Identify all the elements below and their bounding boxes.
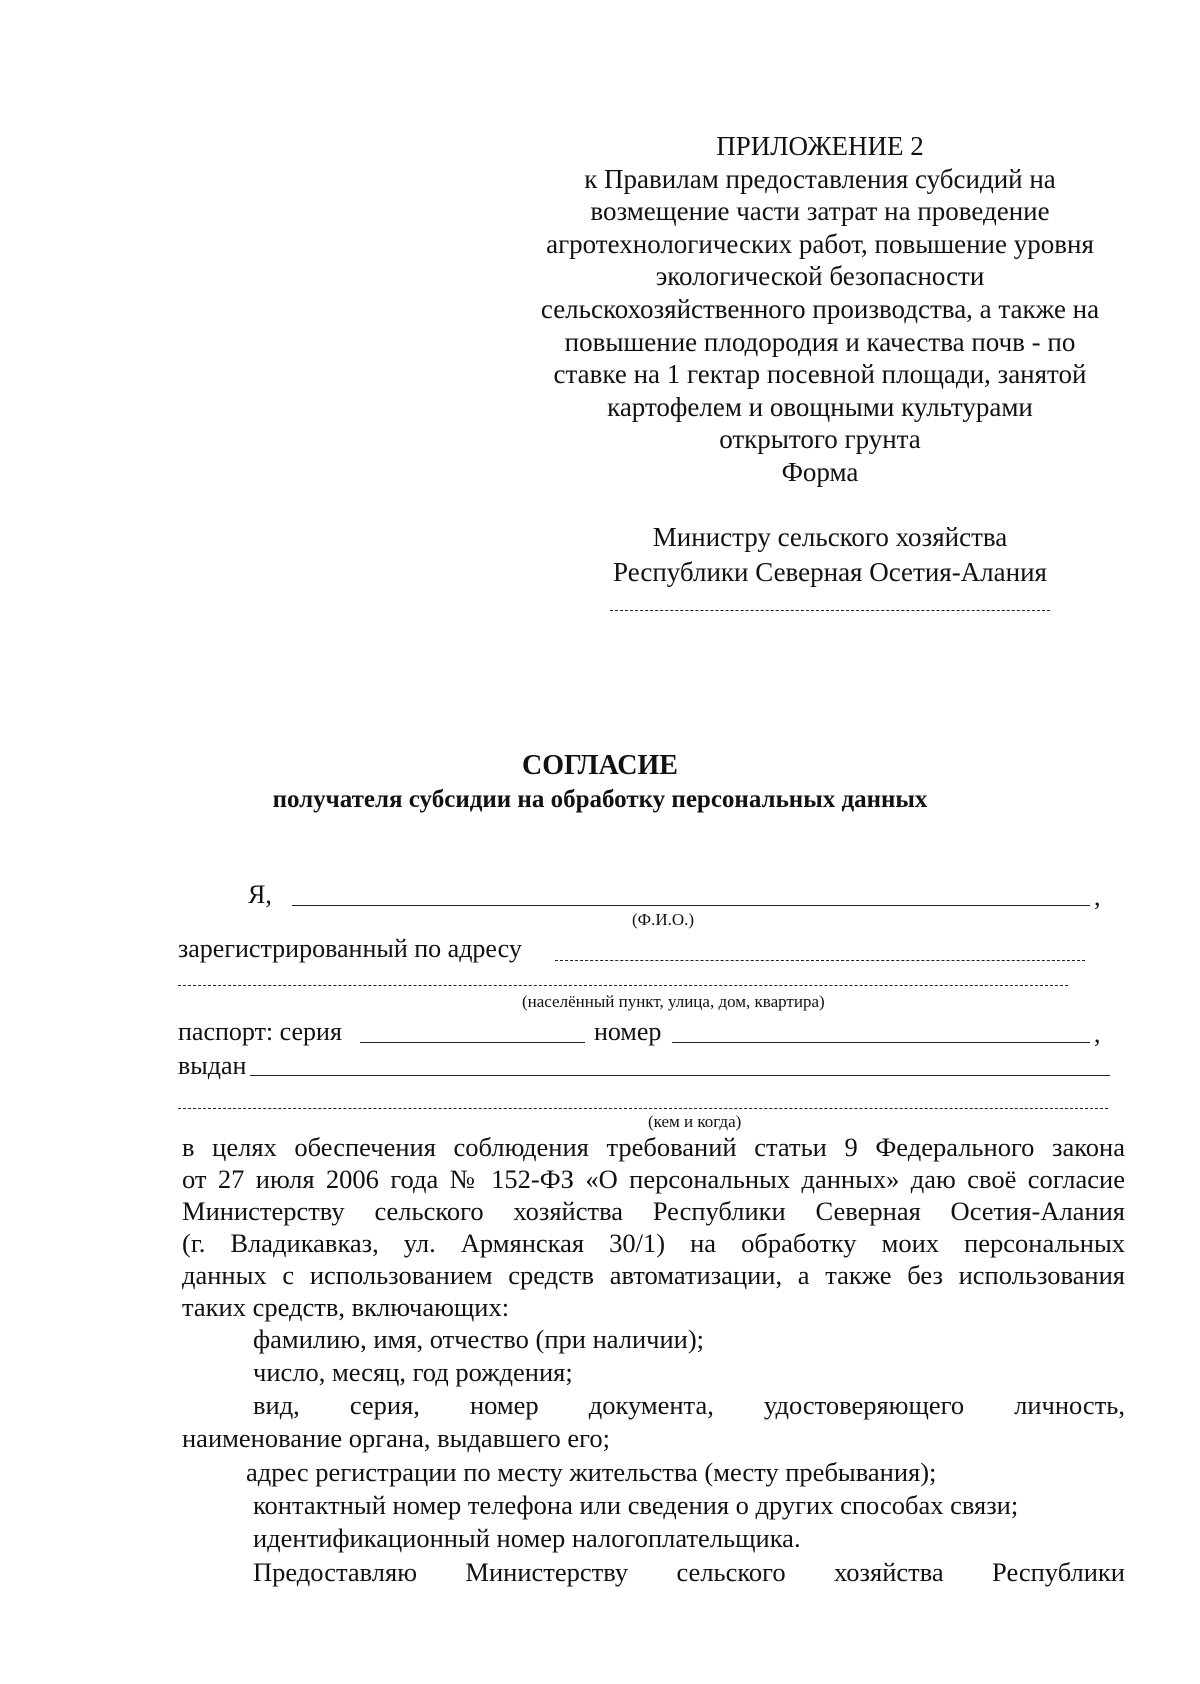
i-prefix: Я, [248,880,272,909]
paragraph-line: в целях обеспечения соблюдения требований статьи 9 Федерального закона [182,1132,1125,1162]
address-field-1[interactable] [555,960,1085,961]
addressee-line-2: Республики Северная Осетия-Алания [613,557,1047,587]
addressee-block [560,520,1100,611]
fio-field[interactable] [292,905,1090,906]
paragraph-line: (г. Владикавказ, ул. Армянская 30/1) на обработку моих персональных [182,1228,1125,1258]
passport-number-field[interactable] [672,1042,1090,1043]
document-subtitle: получателя субсидии на обработку персональных данных [272,786,928,813]
fio-comma: , [1094,882,1101,911]
list-item-birth: число, месяц, год рождения; [253,1357,573,1387]
addressee-signature-blank[interactable] [610,608,1050,611]
address-caption: (населённый пункт, улица, дом, квартира) [522,992,825,1011]
passport-series-field[interactable] [360,1042,585,1043]
passport-comma: , [1094,1019,1101,1048]
appendix-line: открытого грунта [719,424,921,455]
paragraph-line: Министерству сельского хозяйства Республики Северная Осетия-Алания [182,1196,1125,1226]
appendix-header [520,130,1120,489]
issued-field-2[interactable] [178,1108,1108,1109]
appendix-line: возмещение части затрат на проведение [590,196,1050,227]
list-item-fio: фамилию, имя, отчество (при наличии); [253,1324,705,1354]
fio-caption: (Ф.И.О.) [632,910,695,929]
list-item-contact: контактный номер телефона или сведения о других способах связи; [253,1490,1019,1520]
form-label: Форма [781,456,859,487]
list-item-document-cont: наименование органа, выдавшего его; [182,1423,610,1453]
appendix-line: ставке на 1 гектар посевной площади, занятой [553,359,1087,390]
issued-label: выдан [178,1051,247,1080]
list-item-address: адрес регистрации по месту жительства (месту пребывания); [246,1457,937,1487]
appendix-line: агротехнологических работ, повышение уровня [546,228,1094,259]
address-field-2[interactable] [178,985,1068,986]
appendix-line: ПРИЛОЖЕНИЕ 2 [716,131,924,161]
appendix-line: сельскохозяйственного производства, а также на [540,293,1100,324]
addressee-line-1: Министру сельского хозяйства [652,522,1008,552]
paragraph-line: от 27 июля 2006 года № 152-ФЗ «О персональных данных» даю своё согласие [182,1164,1125,1194]
appendix-line: к Правилам предоставления субсидий на [584,163,1056,194]
document-title: СОГЛАСИЕ [522,750,678,781]
passport-series-label: паспорт: серия [178,1017,342,1046]
issued-field-1[interactable] [250,1075,1110,1076]
list-item-inn: идентификационный номер налогоплательщика. [253,1523,801,1553]
list-item-document: вид, серия, номер документа, удостоверяющего личность, [253,1390,1125,1420]
appendix-line: повышение плодородия и качества почв - по [564,326,1076,357]
passport-number-label: номер [594,1017,662,1046]
issued-caption: (кем и когда) [648,1112,742,1131]
paragraph-line: данных с использованием средств автоматизации, а также без использования [182,1260,1125,1290]
registered-label: зарегистрированный по адресу [178,934,522,963]
paragraph-line-last: Предоставляю Министерству сельского хозяйства Республики [253,1557,1125,1587]
paragraph-line: таких средств, включающих: [182,1292,510,1322]
appendix-line: экологической безопасности [655,261,985,292]
appendix-line: картофелем и овощными культурами [607,391,1033,422]
